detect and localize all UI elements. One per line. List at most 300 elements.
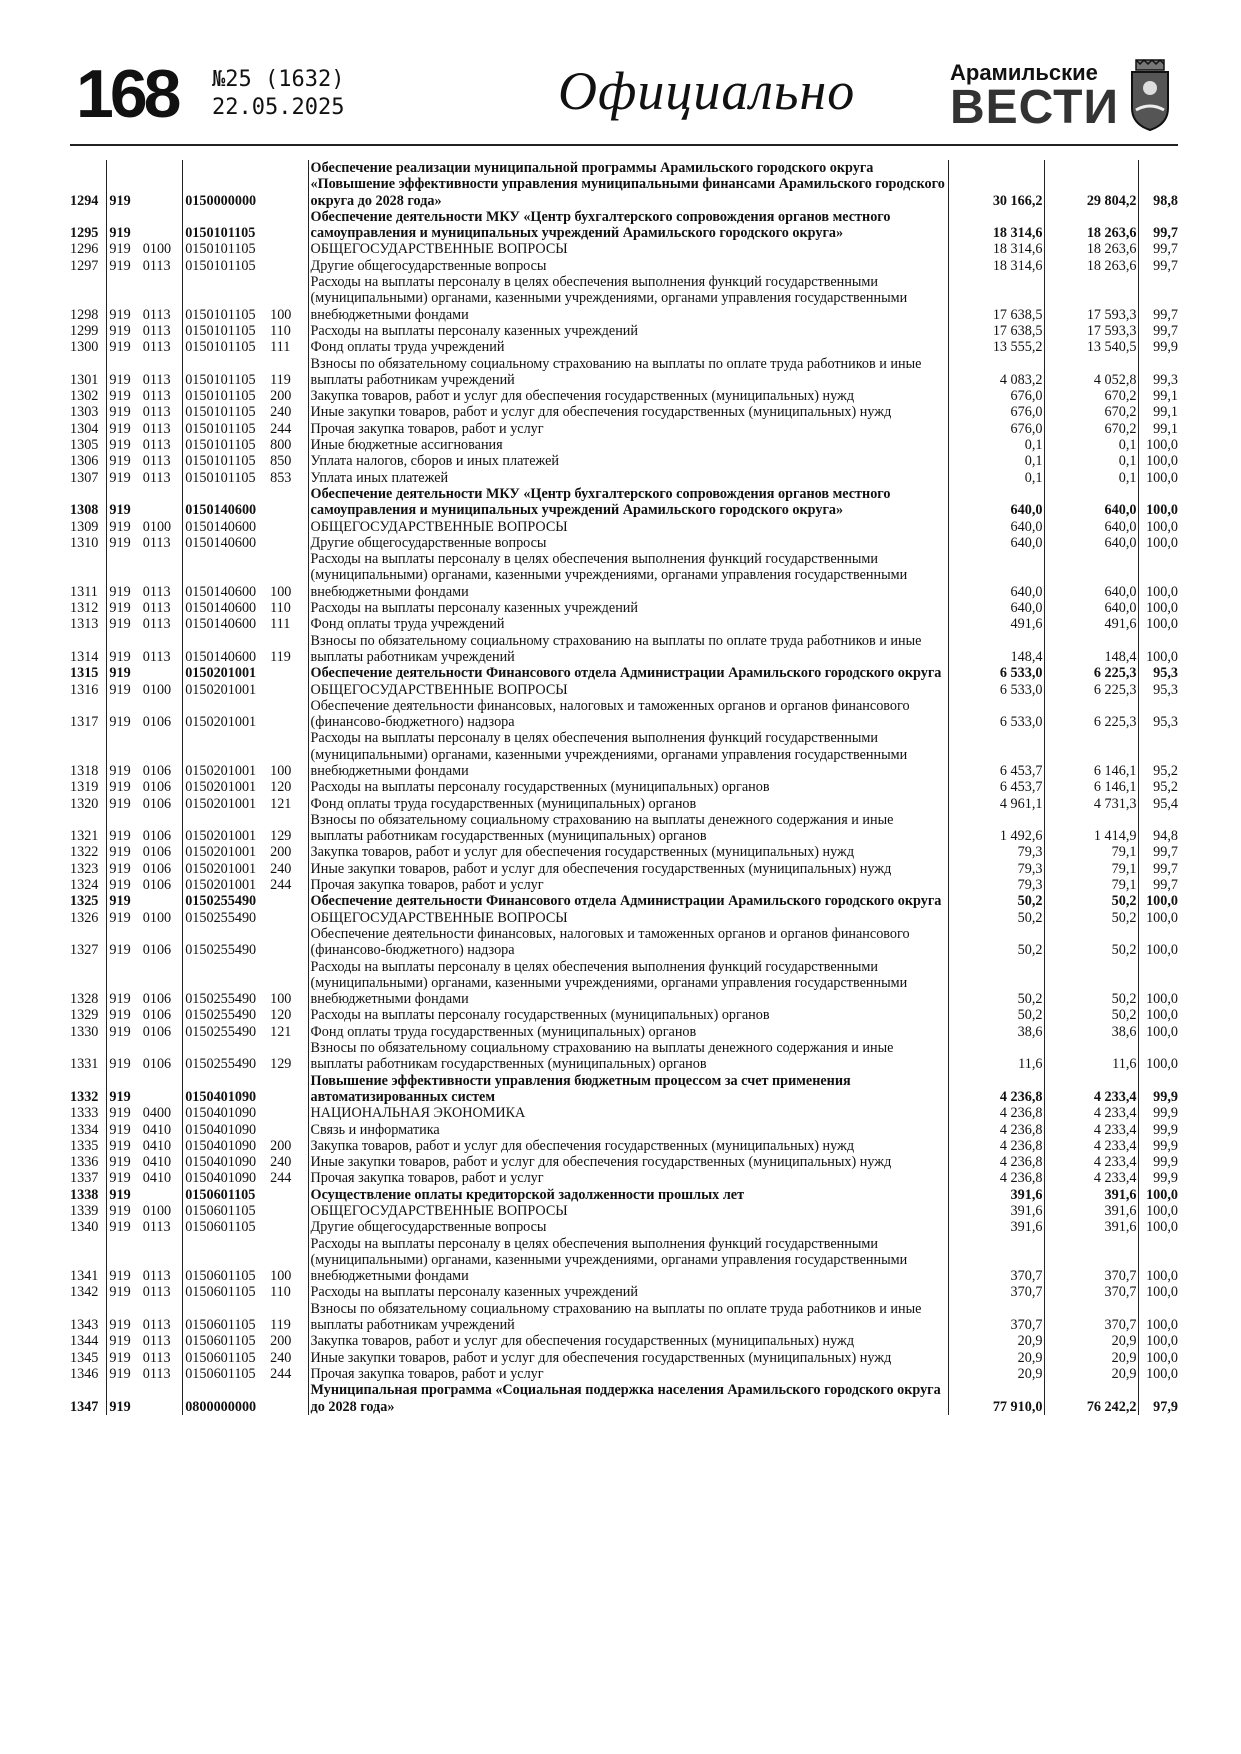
- cell-name: Расходы на выплаты персоналу казенных учреждений: [308, 600, 949, 616]
- cell-name: Расходы на выплаты персоналу в целях обеспечения выполнения функций государственными (муниципальными) органами, казенными учреждениями, органами управления государственными внебюджетными фондами: [308, 1236, 949, 1285]
- cell-cs: 0150255490: [185, 893, 257, 910]
- cell-plan: 0,1: [949, 453, 1045, 469]
- cell-g: 919: [109, 1317, 131, 1334]
- cell-n: 1317: [68, 698, 107, 731]
- cell-plan: 17 638,5: [949, 274, 1045, 323]
- cell-n: 1345: [68, 1350, 107, 1366]
- cell-fact: 4 233,4: [1045, 1170, 1139, 1186]
- cell-fact: 50,2: [1045, 910, 1139, 926]
- cell-r: 0113: [141, 421, 183, 437]
- table-row: [68, 796, 1180, 812]
- cell-vr: 100: [268, 274, 308, 323]
- cell-pct: 99,7: [1153, 306, 1178, 323]
- cell-fact: 640,0: [1045, 551, 1139, 600]
- cell-fact: 17 593,3: [1045, 323, 1139, 339]
- cell-name: Фонд оплаты труда учреждений: [308, 616, 949, 632]
- cell-name: ОБЩЕГОСУДАРСТВЕННЫЕ ВОПРОСЫ: [308, 910, 949, 926]
- cell-name: Обеспечение деятельности Финансового отдела Администрации Арамильского городского округа: [308, 893, 949, 909]
- cell-vr: [268, 535, 308, 551]
- cell-r: [141, 893, 183, 909]
- cell-name: Иные бюджетные ассигнования: [308, 437, 949, 453]
- cell-name: НАЦИОНАЛЬНАЯ ЭКОНОМИКА: [308, 1105, 949, 1121]
- cell-plan: 4 236,8: [949, 1138, 1045, 1154]
- cell-r: 0113: [141, 1219, 183, 1235]
- cell-r: 0113: [141, 470, 183, 486]
- table-row: [68, 959, 1180, 1008]
- table-row: [68, 1187, 1180, 1203]
- cell-fact: 4 731,3: [1045, 796, 1139, 812]
- cell-name: Иные закупки товаров, работ и услуг для обеспечения государственных (муниципальных) нужд: [308, 1350, 949, 1366]
- cell-fact: 18 263,6: [1045, 258, 1139, 274]
- cell-cs: 0150140600: [185, 583, 257, 600]
- cell-name: Закупка товаров, работ и услуг для обеспечения государственных (муниципальных) нужд: [308, 1333, 949, 1349]
- cell-r: [141, 209, 183, 242]
- cell-vr: [268, 1219, 308, 1235]
- cell-r: [141, 1187, 183, 1203]
- cell-fact: 17 593,3: [1045, 274, 1139, 323]
- cell-pct: 100,0: [1146, 469, 1178, 486]
- table-row: [68, 323, 1180, 339]
- cell-plan: 391,6: [949, 1219, 1045, 1235]
- cell-pct: 98,8: [1153, 192, 1178, 209]
- cell-n: 1305: [68, 437, 107, 453]
- cell-cs: 0150255490: [185, 942, 257, 959]
- cell-pct: 100,0: [1146, 1023, 1178, 1040]
- cell-name: ОБЩЕГОСУДАРСТВЕННЫЕ ВОПРОСЫ: [308, 241, 949, 257]
- cell-fact: 670,2: [1045, 388, 1139, 404]
- cell-r: [141, 665, 183, 681]
- cell-n: 1334: [68, 1122, 107, 1138]
- cell-n: 1301: [68, 356, 107, 389]
- cell-pct: 100,0: [1146, 616, 1178, 633]
- cell-g: 919: [109, 1349, 131, 1366]
- cell-plan: 148,4: [949, 633, 1045, 666]
- cell-r: 0113: [141, 258, 183, 274]
- cell-n: 1339: [68, 1203, 107, 1219]
- cell-n: 1322: [68, 844, 107, 860]
- cell-name: Прочая закупка товаров, работ и услуг: [308, 1170, 949, 1186]
- cell-fact: 670,2: [1045, 404, 1139, 420]
- table-row: [68, 1301, 1180, 1334]
- issue-number: №25 (1632): [212, 67, 345, 92]
- cell-g: 919: [109, 1088, 131, 1105]
- cell-name: Взносы по обязательному социальному страхованию на выплаты по оплате труда работников и иные выплаты работникам учреждений: [308, 1301, 949, 1334]
- cell-plan: 640,0: [949, 551, 1045, 600]
- cell-g: 919: [109, 1219, 131, 1236]
- cell-fact: 491,6: [1045, 616, 1139, 632]
- cell-fact: 18 263,6: [1045, 209, 1139, 242]
- cell-r: [141, 1382, 183, 1415]
- cell-cs: 0150101105: [185, 339, 256, 356]
- cell-n: 1316: [68, 682, 107, 698]
- cell-pct: 99,7: [1153, 844, 1178, 861]
- cell-r: 0113: [141, 339, 183, 355]
- page-number: 168: [76, 56, 178, 132]
- cell-r: 0113: [141, 1350, 183, 1366]
- cell-g: 919: [109, 502, 131, 519]
- cell-vr: 100: [268, 551, 308, 600]
- logo-top-text: Арамильские: [950, 60, 1098, 85]
- cell-g: 919: [109, 192, 131, 209]
- cell-n: 1343: [68, 1301, 107, 1334]
- cell-n: 1300: [68, 339, 107, 355]
- cell-fact: 148,4: [1045, 633, 1139, 666]
- cell-pct: 95,3: [1153, 714, 1178, 731]
- cell-vr: 853: [268, 470, 308, 486]
- cell-r: 0113: [141, 388, 183, 404]
- table-row: [68, 682, 1180, 698]
- cell-pct: 99,7: [1153, 860, 1178, 877]
- cell-fact: 20,9: [1045, 1350, 1139, 1366]
- cell-pct: 100,0: [1146, 600, 1178, 617]
- cell-g: 919: [109, 322, 131, 339]
- cell-name: Обеспечение реализации муниципальной программы Арамильского городского округа «Повышение эффективности управления муниципальными финансами Арамильского городского округа до 2028 года»: [308, 160, 949, 209]
- cell-vr: 240: [268, 1350, 308, 1366]
- cell-cs: 0150140600: [185, 518, 257, 535]
- cell-plan: 0,1: [949, 437, 1045, 453]
- cell-fact: 0,1: [1045, 470, 1139, 486]
- cell-fact: 4 052,8: [1045, 356, 1139, 389]
- cell-plan: 640,0: [949, 535, 1045, 551]
- cell-plan: 4 083,2: [949, 356, 1045, 389]
- cell-pct: 99,9: [1153, 339, 1178, 356]
- cell-fact: 0,1: [1045, 453, 1139, 469]
- cell-n: 1306: [68, 453, 107, 469]
- cell-fact: 670,2: [1045, 421, 1139, 437]
- cell-vr: [268, 682, 308, 698]
- cell-n: 1325: [68, 893, 107, 909]
- cell-g: 919: [109, 942, 131, 959]
- cell-fact: 1 414,9: [1045, 812, 1139, 845]
- cell-n: 1340: [68, 1219, 107, 1235]
- cell-r: 0410: [141, 1154, 183, 1170]
- cell-r: 0100: [141, 682, 183, 698]
- cell-plan: 50,2: [949, 893, 1045, 909]
- cell-pct: 99,7: [1153, 322, 1178, 339]
- cell-vr: 200: [268, 844, 308, 860]
- cell-pct: 100,0: [1146, 909, 1178, 926]
- cell-pct: 97,9: [1153, 1398, 1178, 1415]
- cell-r: 0113: [141, 274, 183, 323]
- cell-plan: 370,7: [949, 1301, 1045, 1334]
- cell-cs: 0150255490: [185, 1007, 257, 1024]
- cell-g: 919: [109, 388, 131, 405]
- cell-vr: 240: [268, 1154, 308, 1170]
- cell-r: 0410: [141, 1170, 183, 1186]
- cell-pct: 99,9: [1153, 1105, 1178, 1122]
- cell-pct: 100,0: [1146, 534, 1178, 551]
- table-row: [68, 616, 1180, 632]
- cell-pct: 99,1: [1153, 388, 1178, 405]
- cell-name: Расходы на выплаты персоналу казенных учреждений: [308, 323, 949, 339]
- table-row: [68, 633, 1180, 666]
- cell-vr: 850: [268, 453, 308, 469]
- cell-cs: 0150201001: [185, 844, 257, 861]
- cell-vr: [268, 1073, 308, 1106]
- cell-fact: 76 242,2: [1045, 1382, 1139, 1415]
- cell-vr: 110: [268, 1284, 308, 1300]
- cell-name: Обеспечение деятельности Финансового отдела Администрации Арамильского городского округа: [308, 665, 949, 681]
- cell-cs: 0150601105: [185, 1349, 256, 1366]
- cell-g: 919: [109, 1268, 131, 1285]
- cell-r: 0113: [141, 1236, 183, 1285]
- table-row: [68, 730, 1180, 779]
- cell-n: 1303: [68, 404, 107, 420]
- cell-fact: 13 540,5: [1045, 339, 1139, 355]
- cell-cs: 0150140600: [185, 648, 257, 665]
- cell-vr: [268, 258, 308, 274]
- cell-vr: [268, 1122, 308, 1138]
- cell-pct: 95,3: [1153, 665, 1178, 682]
- cell-r: 0106: [141, 1024, 183, 1040]
- cell-n: 1336: [68, 1154, 107, 1170]
- cell-vr: 244: [268, 1366, 308, 1382]
- cell-cs: 0150101105: [185, 306, 256, 323]
- cell-g: 919: [109, 1007, 131, 1024]
- cell-plan: 4 236,8: [949, 1154, 1045, 1170]
- cell-vr: 119: [268, 356, 308, 389]
- cell-cs: 0150255490: [185, 909, 257, 926]
- cell-plan: 676,0: [949, 404, 1045, 420]
- cell-vr: 111: [268, 339, 308, 355]
- cell-n: 1333: [68, 1105, 107, 1121]
- cell-vr: 119: [268, 1301, 308, 1334]
- cell-name: Обеспечение деятельности финансовых, налоговых и таможенных органов и органов финансового (финансово-бюджетного) надзора: [308, 698, 949, 731]
- cell-g: 919: [109, 257, 131, 274]
- cell-vr: [268, 910, 308, 926]
- table-row: [68, 470, 1180, 486]
- cell-vr: [268, 1187, 308, 1203]
- cell-g: 919: [109, 893, 131, 910]
- cell-plan: 6 453,7: [949, 779, 1045, 795]
- cell-n: 1311: [68, 551, 107, 600]
- cell-n: 1338: [68, 1187, 107, 1203]
- cell-pct: 99,9: [1153, 1137, 1178, 1154]
- table-row: [68, 1333, 1180, 1349]
- cell-vr: 100: [268, 730, 308, 779]
- cell-plan: 13 555,2: [949, 339, 1045, 355]
- cell-plan: 6 453,7: [949, 730, 1045, 779]
- cell-cs: 0150201001: [185, 714, 257, 731]
- cell-cs: 0150601105: [185, 1317, 256, 1334]
- cell-name: Иные закупки товаров, работ и услуг для обеспечения государственных (муниципальных) нужд: [308, 861, 949, 877]
- cell-g: 919: [109, 616, 131, 633]
- cell-r: 0106: [141, 844, 183, 860]
- cell-plan: 6 533,0: [949, 665, 1045, 681]
- table-row: [68, 1236, 1180, 1285]
- cell-name: Закупка товаров, работ и услуг для обеспечения государственных (муниципальных) нужд: [308, 388, 949, 404]
- cell-n: 1344: [68, 1333, 107, 1349]
- cell-vr: 121: [268, 796, 308, 812]
- cell-g: 919: [109, 600, 131, 617]
- cell-name: Расходы на выплаты персоналу в целях обеспечения выполнения функций государственными (муниципальными) органами, казенными учреждениями, органами управления государственными внебюджетными фондами: [308, 551, 949, 600]
- cell-cs: 0150101105: [185, 371, 256, 388]
- cell-plan: 640,0: [949, 519, 1045, 535]
- cell-g: 919: [109, 339, 131, 356]
- cell-g: 919: [109, 991, 131, 1008]
- cell-n: 1329: [68, 1007, 107, 1023]
- cell-g: 919: [109, 681, 131, 698]
- cell-n: 1299: [68, 323, 107, 339]
- cell-plan: 18 314,6: [949, 209, 1045, 242]
- table-row: [68, 258, 1180, 274]
- cell-n: 1328: [68, 959, 107, 1008]
- cell-g: 919: [109, 1398, 131, 1415]
- table-row: [68, 519, 1180, 535]
- cell-n: 1321: [68, 812, 107, 845]
- cell-g: 919: [109, 1056, 131, 1073]
- cell-g: 919: [109, 453, 131, 470]
- crest-icon: [1126, 58, 1174, 132]
- cell-n: 1313: [68, 616, 107, 632]
- cell-r: 0106: [141, 861, 183, 877]
- cell-cs: 0150201001: [185, 860, 257, 877]
- cell-cs: 0150140600: [185, 600, 257, 617]
- cell-r: 0113: [141, 535, 183, 551]
- cell-pct: 100,0: [1146, 437, 1178, 454]
- table-row: [68, 1007, 1180, 1023]
- cell-g: 919: [109, 437, 131, 454]
- cell-plan: 1 492,6: [949, 812, 1045, 845]
- cell-plan: 6 533,0: [949, 682, 1045, 698]
- cell-cs: 0150255490: [185, 1056, 257, 1073]
- cell-n: 1314: [68, 633, 107, 666]
- cell-r: [141, 486, 183, 519]
- cell-name: Обеспечение деятельности МКУ «Центр бухгалтерского сопровождения органов местного самоуправления и муниципальных учреждений Арамильского городского округа»: [308, 209, 949, 242]
- cell-pct: 100,0: [1146, 518, 1178, 535]
- table-row: [68, 453, 1180, 469]
- cell-name: Расходы на выплаты персоналу государственных (муниципальных) органов: [308, 1007, 949, 1023]
- cell-plan: 38,6: [949, 1024, 1045, 1040]
- cell-cs: 0150101105: [185, 420, 256, 437]
- cell-g: 919: [109, 714, 131, 731]
- cell-pct: 99,9: [1153, 1170, 1178, 1187]
- cell-name: Прочая закупка товаров, работ и услуг: [308, 1366, 949, 1382]
- cell-n: 1298: [68, 274, 107, 323]
- cell-r: 0100: [141, 519, 183, 535]
- cell-name: Уплата налогов, сборов и иных платежей: [308, 453, 949, 469]
- cell-r: 0100: [141, 1203, 183, 1219]
- cell-n: 1295: [68, 209, 107, 242]
- cell-n: 1341: [68, 1236, 107, 1285]
- cell-g: 919: [109, 225, 131, 242]
- cell-plan: 30 166,2: [949, 160, 1045, 209]
- cell-fact: 50,2: [1045, 893, 1139, 909]
- table-row: [68, 861, 1180, 877]
- cell-n: 1346: [68, 1366, 107, 1382]
- cell-vr: [268, 209, 308, 242]
- cell-r: 0400: [141, 1105, 183, 1121]
- cell-plan: 79,3: [949, 844, 1045, 860]
- cell-g: 919: [109, 1105, 131, 1122]
- cell-vr: [268, 665, 308, 681]
- cell-vr: 100: [268, 959, 308, 1008]
- cell-fact: 6 146,1: [1045, 730, 1139, 779]
- cell-r: [141, 160, 183, 209]
- cell-name: Осуществление оплаты кредиторской задолженности прошлых лет: [308, 1187, 949, 1203]
- cell-pct: 100,0: [1146, 502, 1178, 519]
- budget-table: [68, 160, 1180, 1415]
- cell-plan: 4 236,8: [949, 1073, 1045, 1106]
- cell-g: 919: [109, 795, 131, 812]
- cell-cs: 0150101105: [185, 257, 256, 274]
- cell-n: 1318: [68, 730, 107, 779]
- cell-fact: 50,2: [1045, 959, 1139, 1008]
- cell-r: 0100: [141, 241, 183, 257]
- table-row: [68, 1203, 1180, 1219]
- cell-g: 919: [109, 1203, 131, 1219]
- cell-plan: 50,2: [949, 926, 1045, 959]
- cell-vr: [268, 519, 308, 535]
- cell-cs: 0150401090: [185, 1088, 257, 1105]
- table-row: [68, 779, 1180, 795]
- cell-cs: 0150601105: [185, 1203, 256, 1219]
- cell-fact: 391,6: [1045, 1187, 1139, 1203]
- cell-plan: 370,7: [949, 1284, 1045, 1300]
- cell-n: 1342: [68, 1284, 107, 1300]
- cell-fact: 640,0: [1045, 519, 1139, 535]
- table-row: [68, 160, 1180, 209]
- cell-cs: 0150101105: [185, 469, 256, 486]
- cell-g: 919: [109, 844, 131, 861]
- cell-cs: 0800000000: [185, 1398, 257, 1415]
- cell-pct: 100,0: [1146, 1056, 1178, 1073]
- cell-cs: 0150101105: [185, 225, 256, 242]
- cell-n: 1312: [68, 600, 107, 616]
- table-row: [68, 486, 1180, 519]
- cell-g: 919: [109, 469, 131, 486]
- cell-pct: 99,7: [1153, 225, 1178, 242]
- cell-r: 0113: [141, 323, 183, 339]
- cell-name: Фонд оплаты труда государственных (муниципальных) органов: [308, 1024, 949, 1040]
- cell-g: 919: [109, 241, 131, 258]
- cell-g: 919: [109, 1333, 131, 1350]
- cell-g: 919: [109, 1154, 131, 1171]
- cell-cs: 0150140600: [185, 534, 257, 551]
- cell-plan: 640,0: [949, 486, 1045, 519]
- cell-g: 919: [109, 1137, 131, 1154]
- cell-vr: [268, 926, 308, 959]
- cell-plan: 4 236,8: [949, 1105, 1045, 1121]
- cell-fact: 50,2: [1045, 926, 1139, 959]
- cell-pct: 100,0: [1146, 1219, 1178, 1236]
- cell-cs: 0150201001: [185, 877, 257, 894]
- cell-vr: 120: [268, 1007, 308, 1023]
- table-row: [68, 356, 1180, 389]
- cell-fact: 370,7: [1045, 1301, 1139, 1334]
- cell-plan: 17 638,5: [949, 323, 1045, 339]
- cell-pct: 100,0: [1146, 1268, 1178, 1285]
- cell-r: 0106: [141, 1007, 183, 1023]
- cell-pct: 99,1: [1153, 420, 1178, 437]
- cell-plan: 18 314,6: [949, 241, 1045, 257]
- cell-g: 919: [109, 665, 131, 682]
- cell-vr: 244: [268, 1170, 308, 1186]
- table-row: [68, 241, 1180, 257]
- cell-n: 1326: [68, 910, 107, 926]
- cell-fact: 4 233,4: [1045, 1073, 1139, 1106]
- cell-vr: [268, 893, 308, 909]
- cell-pct: 99,1: [1153, 404, 1178, 421]
- cell-name: Другие общегосударственные вопросы: [308, 535, 949, 551]
- issue-date: 22.05.2025: [212, 95, 345, 120]
- cell-n: 1335: [68, 1138, 107, 1154]
- table-row: [68, 877, 1180, 893]
- cell-cs: 0150201001: [185, 795, 257, 812]
- table-row: [68, 421, 1180, 437]
- cell-fact: 38,6: [1045, 1024, 1139, 1040]
- cell-n: 1304: [68, 421, 107, 437]
